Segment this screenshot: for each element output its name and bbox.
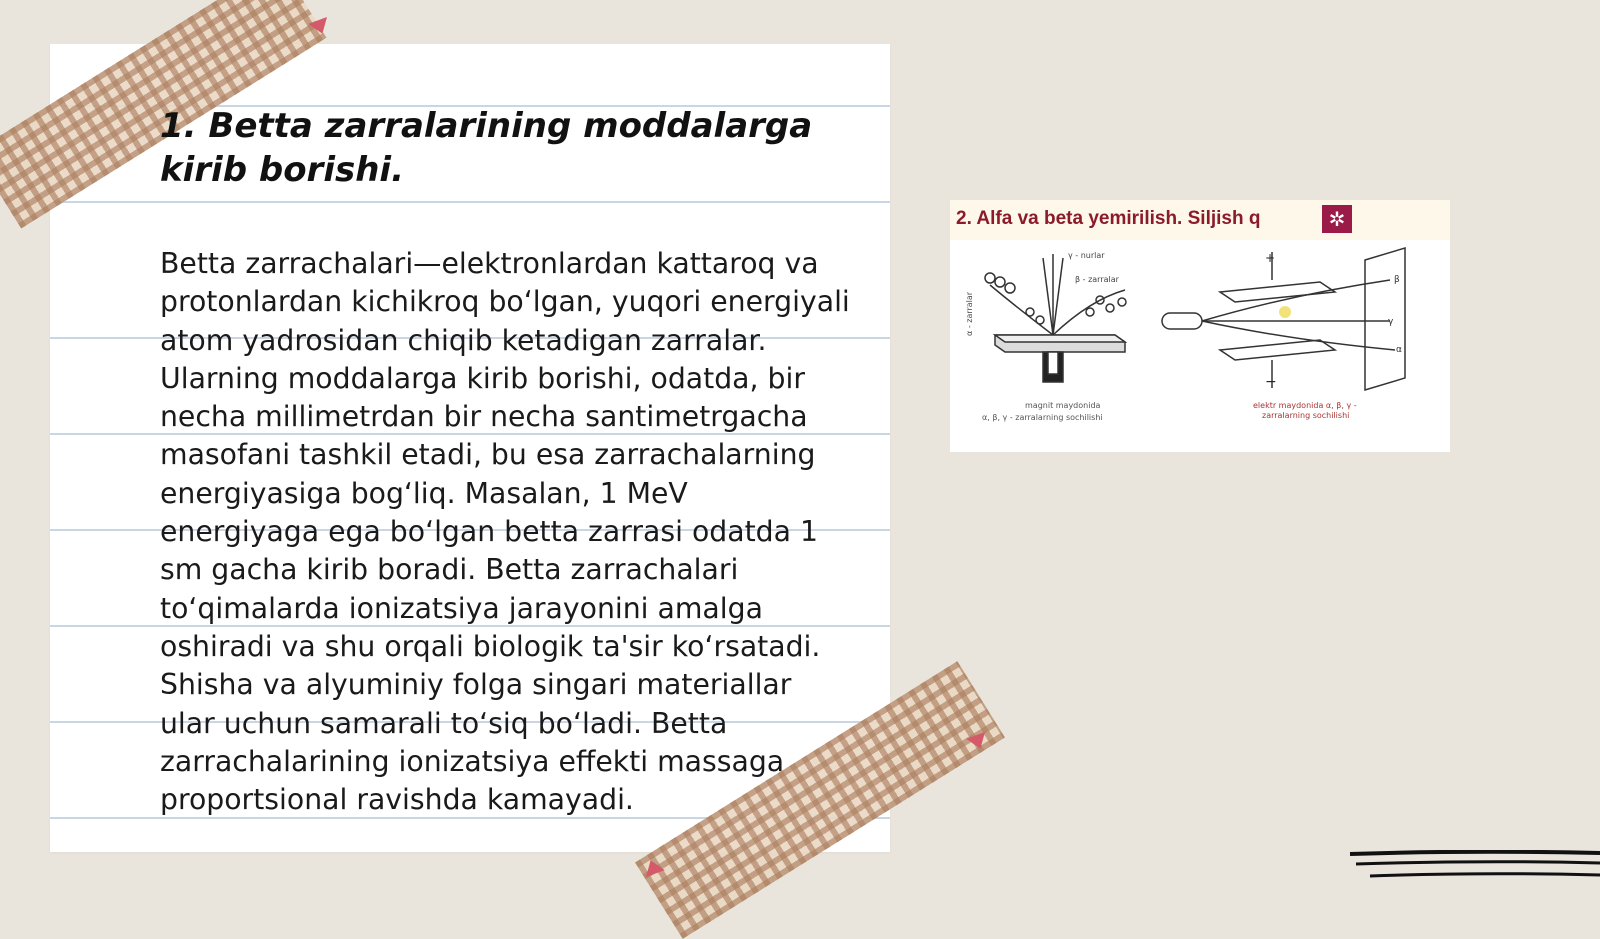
beta-label-left: β - zarralar xyxy=(1075,275,1119,284)
plus-label: + xyxy=(1265,251,1276,265)
gamma-label-left: γ - nurlar xyxy=(1068,251,1105,260)
left-caption-1: magnit maydonida xyxy=(1025,401,1101,410)
slide-body-text: Betta zarrachalari—elektronlardan kattaroq va protonlardan kichikroq boʻlgan, yuqori energiyali atom yadrosidan chiqib ketadigan zarralar. Ularning moddalarga kirib borishi, odatda, bir necha millimetrdan bir necha santimetrgacha masofani tashkil etadi, bu esa zarrachalarning energiyasiga bogʻliq. Masalan, 1 MeV energiyaga ega boʻlgan betta zarrasi odatda 1 sm gacha kirib boradi. Betta zarrachalari toʻqimalarda ionizatsiya jarayonini amalga oshiradi va shu orqali biologik ta'sir koʻrsatadi. Shisha va alyuminiy folga singari materiallar ular uchun samarali toʻsiq boʻladi. Betta zarrachalarining ionizatsiya effekti massaga proportsional ravishda kamayadi. xyxy=(160,247,850,817)
figure-title: 2. Alfa va beta yemirilish. Siljish q xyxy=(956,208,1261,229)
beta-label-right: β xyxy=(1394,275,1400,285)
right-caption-2: zarralarning sochilishi xyxy=(1262,411,1350,420)
alpha-label-left: α - zarralar xyxy=(965,291,974,336)
right-caption-1: elektr maydonida α, β, γ - xyxy=(1253,401,1357,410)
slide-title: 1. Betta zarralarining moddalarga kirib borishi. xyxy=(160,106,813,190)
diagram-figure xyxy=(950,200,1450,452)
left-caption-2: α, β, γ - zarralarning sochilishi xyxy=(982,413,1103,422)
decay-diagram xyxy=(950,240,1450,452)
magnet-diagram xyxy=(985,254,1126,382)
decorative-brush-lines xyxy=(1350,850,1600,890)
gamma-label-right: γ xyxy=(1388,317,1394,327)
electric-field-diagram xyxy=(1162,248,1405,390)
flower-logo-icon: ✲ xyxy=(1322,205,1352,233)
minus-label: − xyxy=(1265,374,1277,390)
alpha-label-right: α xyxy=(1396,345,1402,355)
figure-header xyxy=(950,200,1450,240)
